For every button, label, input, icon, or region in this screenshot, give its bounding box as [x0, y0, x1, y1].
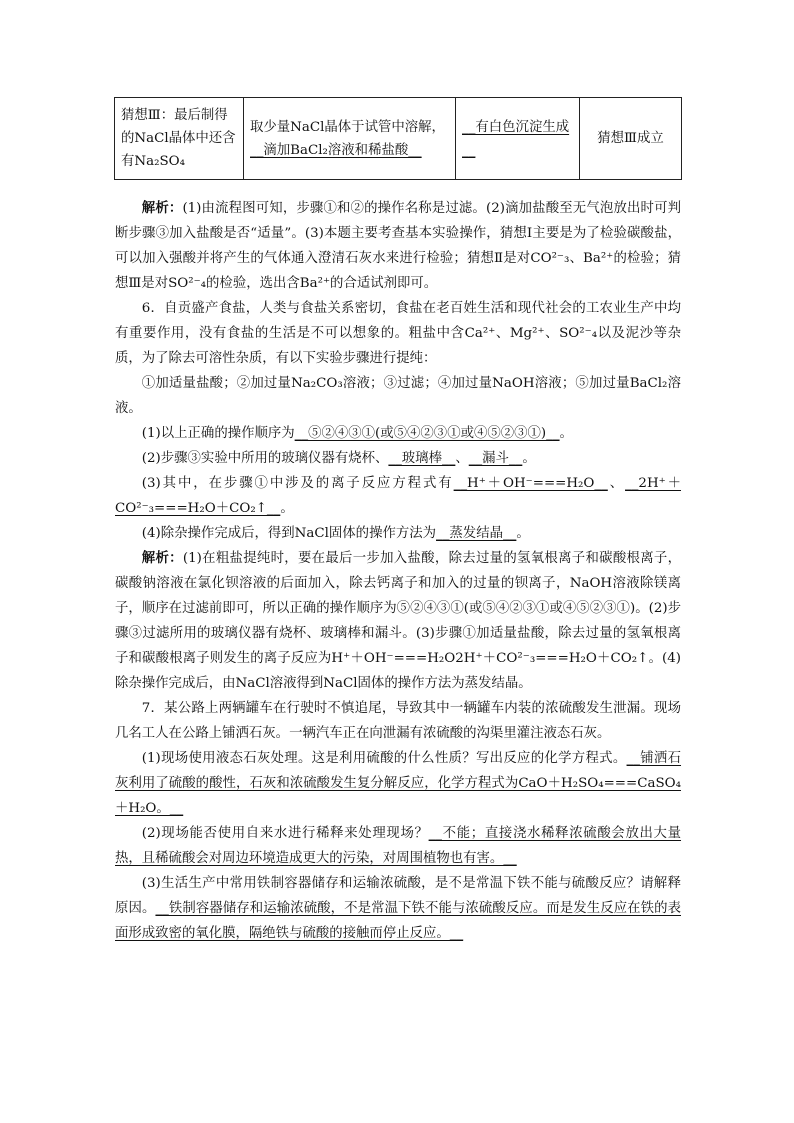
question-text: (3)生活生产中常用铁制容器储存和运输浓硫酸，是不是常温下铁不能与硫酸反应？请解释原因。	[115, 876, 681, 916]
question-6-steps: ①加适量盐酸；②加过量Na₂CO₃溶液；③过滤；④加过量NaOH溶液；⑤加过量BaCl₂溶液。	[115, 376, 681, 416]
answer-blank: __玻璃棒__	[388, 451, 456, 466]
hypothesis-cell: 猜想Ⅲ：最后制得的NaCl晶体中还含有Na₂SO₄	[115, 98, 244, 180]
phenomenon-cell	[456, 98, 580, 180]
punctuation: 、	[455, 451, 469, 466]
operation-answer: __滴加BaCl₂溶液和稀盐酸__	[250, 142, 422, 158]
question-text: (2)步骤③实验中所用的玻璃仪器有烧杯、	[141, 451, 389, 466]
question-text: (4)除杂操作完成后，得到NaCl固体的操作方法为	[141, 526, 437, 541]
punctuation: 。	[559, 426, 573, 441]
operation-cell	[244, 98, 456, 180]
question-7-part-3	[115, 871, 681, 946]
question-7-part-1	[115, 746, 681, 821]
operation-text: 取少量NaCl晶体于试管中溶解，	[250, 119, 445, 135]
question-6-part-1	[115, 421, 681, 446]
analysis-label: 解析：	[141, 200, 183, 216]
answer-blank: __蒸发结晶__	[436, 526, 517, 541]
question-6-stem: 6．自贡盛产食盐，人类与食盐关系密切，食盐在老百姓生活和现代社会的工农业生产中均有重要作用，没有食盐的生活是不可以想象的。粗盐中含Ca²⁺、Mg²⁺、SO²⁻₄以及泥沙等杂质，为了除去可溶性杂质，有以下实验步骤进行提纯：	[115, 301, 681, 366]
answer-blank: __不能；直接浇水稀释浓硫酸会放出大量热，且稀硫酸会对周边环境造成更大的污染，对周围植物也有害。__	[115, 826, 682, 866]
question-text: (1)现场使用液态石灰处理。这是利用硫酸的什么性质？写出反应的化学方程式。	[141, 751, 627, 766]
conclusion-cell: 猜想Ⅲ成立	[580, 98, 682, 180]
punctuation: 。	[280, 501, 294, 516]
punctuation: 。	[516, 526, 530, 541]
analysis-paragraph-2	[115, 546, 681, 696]
question-7-part-2	[115, 821, 681, 871]
analysis-text: (1)由流程图可知，步骤①和②的操作名称是过滤。(2)滴加盐酸至无气泡放出时可判断步骤③加入盐酸是否“适量”。(3)本题主要考查基本实验操作，猜想Ⅰ主要是为了检验碳酸盐，可以加入强酸并将产生的气体通入澄清石灰水来进行检验；猜想Ⅱ是对CO²⁻₃、Ba²⁺的检验；猜想Ⅲ是对SO²⁻₄的检验，选出含Ba²⁺的合适试剂即可。	[115, 201, 682, 291]
phenomenon-answer: __有白色沉淀生成__	[462, 119, 570, 158]
answer-blank: __⑤②④③①(或⑤④②③①或④⑤②③①)__	[294, 426, 560, 441]
analysis-label: 解析：	[141, 550, 183, 566]
question-text: (3)其中，在步骤①中涉及的离子反应方程式有	[141, 476, 454, 491]
answer-blank: __铁制容器储存和运输浓硫酸，不是常温下铁不能与浓硫酸反应。而是发生反应在铁的表面形成致密的氧化膜，隔绝铁与硫酸的接触而停止反应。__	[115, 901, 681, 941]
answer-blank: __2H⁺＋CO²⁻₃===H₂O＋CO₂↑__	[115, 476, 681, 516]
answer-blank: __漏斗__	[468, 451, 523, 466]
analysis-paragraph-1	[115, 196, 681, 296]
punctuation: 、	[607, 476, 626, 491]
table-row	[115, 98, 682, 180]
question-text: (1)以上正确的操作顺序为	[141, 426, 295, 441]
answer-blank: __铺洒石灰利用了硫酸的酸性，石灰和浓硫酸发生复分解反应，化学方程式为CaO＋H₂SO₄===CaSO₄＋H₂O。__	[115, 751, 682, 816]
analysis-text: (1)在粗盐提纯时，要在最后一步加入盐酸，除去过量的氢氧根离子和碳酸根离子，碳酸钠溶液在氯化钡溶液的后面加入，除去钙离子和加入的过量的钡离子，NaOH溶液除镁离子，顺序在过滤前即可，所以正确的操作顺序为⑤②④③①(或⑤④②③①或④⑤②③①)。(2)步骤③过滤所用的玻璃仪器有烧杯、玻璃棒和漏斗。(3)步骤①加适量盐酸，除去过量的氢氧根离子和碳酸根离子则发生的离子反应为H⁺＋OH⁻===H₂O2H⁺＋CO²⁻₃===H₂O＋CO₂↑。(4)除杂操作完成后，由NaCl溶液得到NaCl固体的操作方法为蒸发结晶。	[115, 551, 682, 691]
question-6-part-2	[115, 446, 681, 471]
experiment-table	[114, 97, 682, 180]
question-7-stem: 7．某公路上两辆罐车在行驶时不慎追尾，导致其中一辆罐车内装的浓硫酸发生泄漏。现场几名工人在公路上铺洒石灰。一辆汽车正在向泄漏有浓硫酸的沟渠里灌注液态石灰。	[115, 701, 681, 741]
punctuation: 。	[522, 451, 536, 466]
question-6-part-3	[115, 471, 681, 521]
content-body	[115, 196, 681, 946]
question-text: (2)现场能否使用自来水进行稀释来处理现场？	[141, 826, 429, 841]
answer-blank: __H⁺＋OH⁻===H₂O__	[453, 476, 608, 491]
question-6-part-4	[115, 521, 681, 546]
